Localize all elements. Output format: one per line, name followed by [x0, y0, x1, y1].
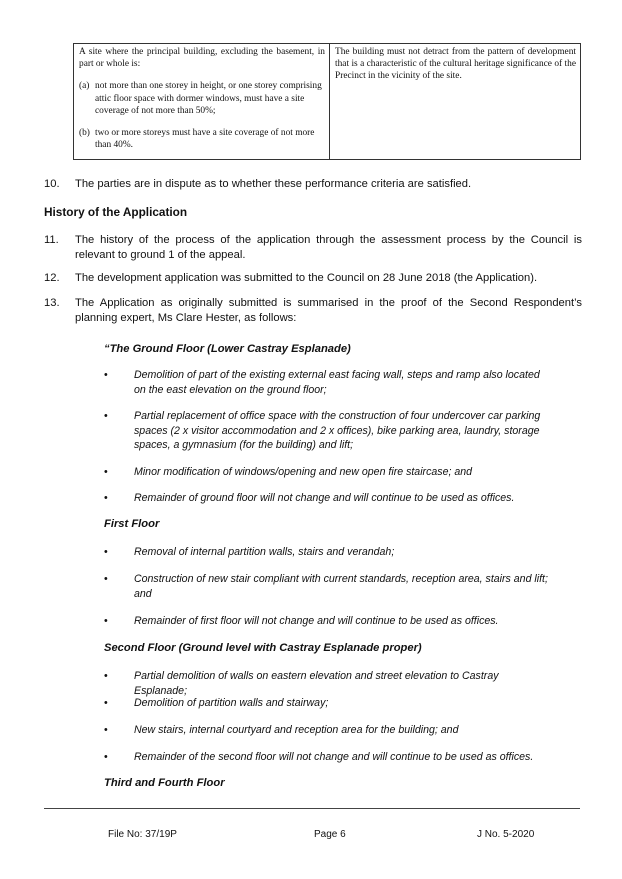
- bullet-icon: •: [104, 697, 108, 709]
- criteria-table: [73, 43, 581, 160]
- bullet-icon: •: [104, 410, 108, 422]
- table-row: [74, 44, 581, 160]
- paragraph-13: 13. The Application as originally submitted is summarised in the proof of the Second Respondent’s planning expert, Ms Clare Hester, as follows:: [44, 297, 582, 324]
- paragraph-12: 12. The development application was submitted to the Council on 28 June 2018 (the Application).: [44, 272, 538, 284]
- bullet-icon: •: [104, 369, 108, 381]
- list-item: • Remainder of the second floor will not change and will continue to be used as offices.: [104, 751, 534, 763]
- footer-divider: [44, 808, 580, 809]
- list-item: • Remainder of ground floor will not change and will continue to be used as offices.: [104, 492, 515, 504]
- footer-page-number: Page 6: [314, 829, 346, 840]
- third-fourth-floor-heading: Third and Fourth Floor: [104, 777, 225, 789]
- list-item: • New stairs, internal courtyard and reception area for the building; and: [104, 724, 459, 736]
- list-item: • Remainder of first floor will not change and will continue to be used as offices.: [104, 615, 499, 627]
- bullet-icon: •: [104, 492, 108, 504]
- list-item: • Partial demolition of walls on eastern elevation and street elevation to Castray Esplanade;: [104, 670, 499, 697]
- table-cell-acceptable: [74, 44, 330, 160]
- bullet-icon: •: [104, 751, 108, 763]
- second-floor-heading: Second Floor (Ground level with Castray Esplanade proper): [104, 642, 422, 654]
- list-item: • Removal of internal partition walls, stairs and verandah;: [104, 546, 395, 558]
- list-item: • Demolition of part of the existing external east facing wall, steps and ramp also located on the east elevation on the ground floor;: [104, 369, 540, 396]
- paragraph-11: 11. The history of the process of the application through the assessment process by the Council is relevant to ground 1 of the appeal.: [44, 234, 582, 261]
- ground-floor-heading: “The Ground Floor (Lower Castray Esplanade): [104, 343, 351, 355]
- table-subitem-b: (b) two or more storeys must have a site coverage of not more than 40%.: [79, 128, 315, 151]
- list-item: • Construction of new stair compliant with current standards, reception area, stairs and lift; and: [104, 573, 548, 600]
- list-item: • Partial replacement of office space with the construction of four undercover car parking spaces (2 x visitor accommodation and 2 x offices), bike parking area, laundry, storage spaces, a gymnasium (for the building) and lift;: [104, 410, 541, 451]
- list-item: • Minor modification of windows/opening and new open fire staircase; and: [104, 466, 473, 478]
- section-heading: History of the Application: [44, 205, 188, 219]
- table-cell-performance: The building must not detract from the pattern of development that is a characteristic of the cultural heritage significance of the Precinct in the vicinity of the site.: [330, 44, 581, 160]
- bullet-icon: •: [104, 466, 108, 478]
- list-item: • Demolition of partition walls and stairway;: [104, 697, 329, 709]
- bullet-icon: •: [104, 724, 108, 736]
- footer-j-no: J No. 5-2020: [477, 829, 535, 840]
- bullet-icon: •: [104, 546, 108, 558]
- bullet-icon: •: [104, 615, 108, 627]
- table-subitem-a: (a) not more than one storey in height, or one storey comprising attic floor space with dormer windows, must have a site coverage of not more than 50%;: [79, 81, 322, 116]
- footer-file-no: File No: 37/19P: [108, 829, 177, 840]
- table-intro: A site where the principal building, excluding the basement, in part or whole is:: [79, 47, 325, 70]
- first-floor-heading: First Floor: [104, 518, 160, 530]
- bullet-icon: •: [104, 670, 108, 682]
- paragraph-10: 10. The parties are in dispute as to whether these performance criteria are satisfied.: [44, 178, 472, 190]
- bullet-icon: •: [104, 573, 108, 585]
